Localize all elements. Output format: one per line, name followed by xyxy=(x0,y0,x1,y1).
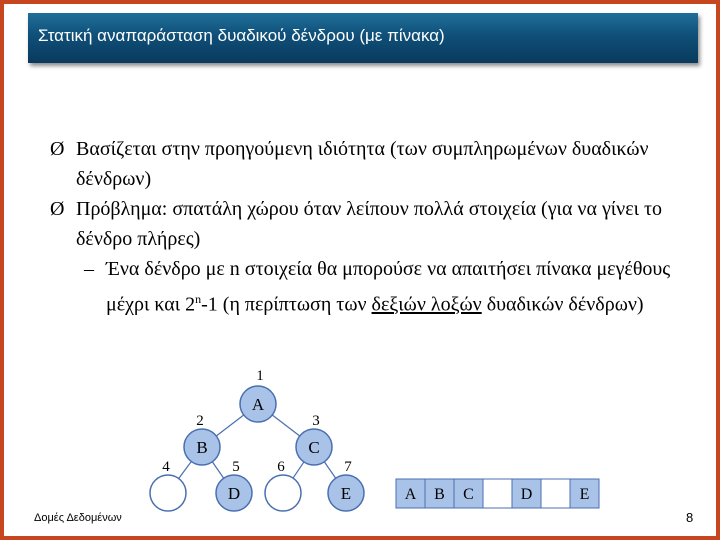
tree-node-index: 5 xyxy=(232,459,240,475)
tree-node-index: 1 xyxy=(256,368,264,384)
sub-text-b: -1 (η περίπτωση των xyxy=(201,293,372,316)
tree-node-empty xyxy=(150,475,186,511)
slide-title: Στατική αναπαράσταση δυαδικού δένδρου (με πίνακα) xyxy=(38,26,445,45)
tree-edge xyxy=(179,461,192,478)
page-number: 8 xyxy=(686,510,694,525)
tree-node-label: D xyxy=(227,484,241,503)
array-cell-label: B xyxy=(434,486,445,503)
tree-edge xyxy=(212,462,223,478)
sub-superscript: n xyxy=(195,292,202,306)
array-cell-label: E xyxy=(579,486,590,503)
sub-text-c: δυαδικών δένδρων) xyxy=(481,293,644,316)
tree-edge xyxy=(216,415,243,436)
tree-node-empty xyxy=(265,475,301,511)
tree-node-index: 7 xyxy=(344,459,352,475)
sub-text-a: Ένα δένδρο με n στοιχεία θα μπορούσε να απαιτήσει πίνακα μεγέθους μέχρι και 2 xyxy=(106,258,671,316)
bullet-1-text: Βασίζεται στην προηγούμενη ιδιότητα (των συμπληρωμένων δυαδικών δένδρων) xyxy=(76,138,649,190)
tree-node-index: 6 xyxy=(277,459,285,475)
tree-edge xyxy=(324,462,335,478)
array-cell xyxy=(483,479,512,508)
tree-node-index: 3 xyxy=(312,413,320,429)
arrow-bullet-icon: Ø xyxy=(50,198,65,220)
footer-course: Δομές Δεδομένων xyxy=(34,512,122,524)
tree-edge xyxy=(293,462,304,478)
tree-array-diagram xyxy=(4,4,720,544)
tree-node-label: C xyxy=(308,438,320,457)
array-cell-label: C xyxy=(463,486,474,503)
tree-node-label: A xyxy=(251,395,265,414)
array-cell-label: A xyxy=(404,486,417,503)
array-cell-label: D xyxy=(520,486,533,503)
tree-node-index: 2 xyxy=(196,413,204,429)
dash-bullet-icon: – xyxy=(84,258,94,280)
arrow-bullet-icon: Ø xyxy=(50,138,65,160)
tree-node-label: B xyxy=(196,438,208,457)
array-cell xyxy=(541,479,570,508)
sub-underlined: δεξιών λοξών xyxy=(371,293,482,316)
tree-node-label: E xyxy=(340,484,352,503)
tree-edge xyxy=(272,415,299,436)
tree-node-index: 4 xyxy=(162,459,170,475)
bullet-2-text: Πρόβλημα: σπατάλη χώρου όταν λείπουν πολλά στοιχεία (για να γίνει το δένδρο πλήρες) xyxy=(76,198,663,250)
